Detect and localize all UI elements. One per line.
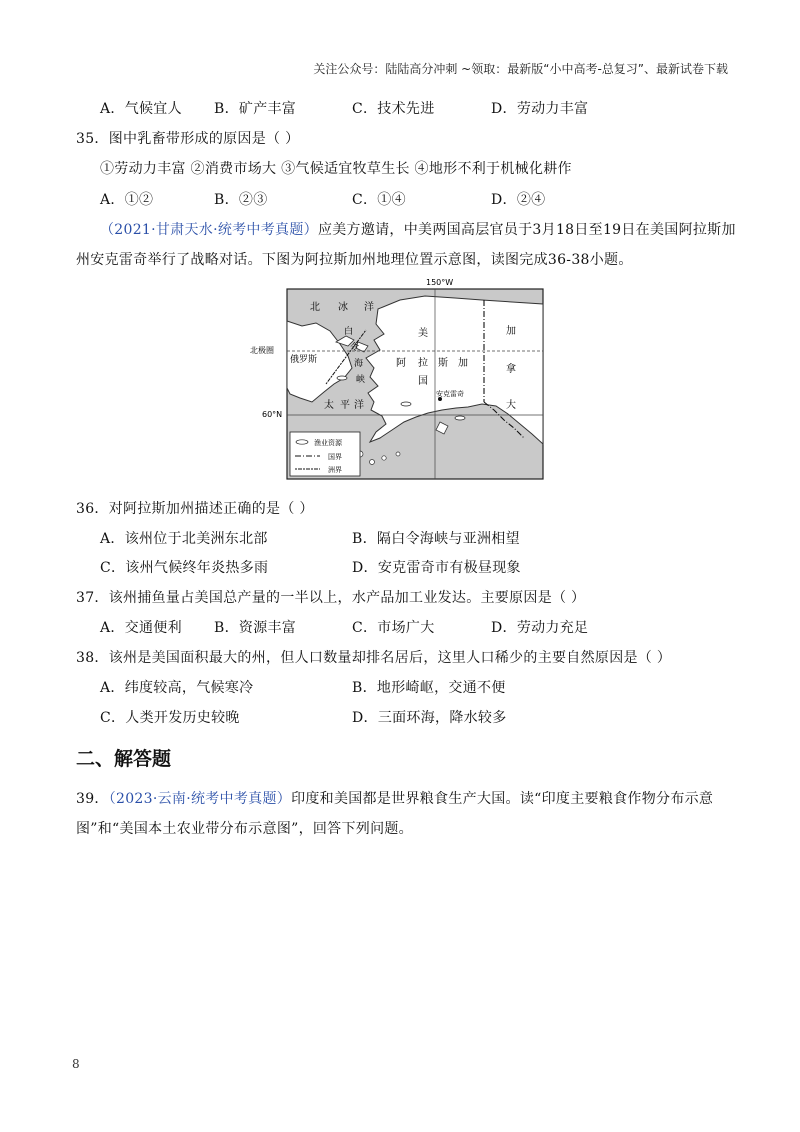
q36-stem: 36．对阿拉斯加州描述正确的是（ ） xyxy=(76,501,314,517)
russia-label: 俄罗斯 xyxy=(290,355,318,365)
q37-stem: 37．该州捕鱼量占美国总产量的一半以上，水产品加工业发达。主要原因是（ ） xyxy=(76,590,586,606)
island xyxy=(370,460,375,465)
fish-icon xyxy=(401,402,411,406)
usa-char: 美 xyxy=(418,328,428,339)
q35-option-b: B．②③ xyxy=(214,192,268,208)
fish-icon xyxy=(296,440,308,444)
page-header: 关注公众号：陆陆高分冲刺 ~领取：最新版“小中高考-总复习”、最新试卷下载 xyxy=(313,62,728,76)
q35-option-c: C．①④ xyxy=(352,192,406,208)
arctic-ocean-char: 冰 xyxy=(338,302,348,313)
legend-continent-border: 洲界 xyxy=(328,466,342,474)
legend-country-border: 国界 xyxy=(328,453,342,461)
q38-option-d: D．三面环海，降水较多 xyxy=(352,710,507,726)
fish-icon xyxy=(455,416,465,420)
q38-option-a: A．纬度较高，气候寒冷 xyxy=(100,680,254,696)
lon-label: 150°W xyxy=(426,278,454,287)
bering-strait-char: 海 xyxy=(354,359,364,369)
canada-char: 拿 xyxy=(506,364,516,375)
pacific-char: 平 xyxy=(340,400,350,411)
lat-label: 60°N xyxy=(262,410,283,419)
q36-option-a: A．该州位于北美洲东北部 xyxy=(100,531,268,547)
arctic-circle-label: 北极圈 xyxy=(250,346,274,355)
legend-fishery: 渔业资源 xyxy=(314,439,342,447)
pacific-char: 洋 xyxy=(354,400,364,411)
fish-icon xyxy=(337,376,347,380)
q36-option-c: C．该州气候终年炎热多雨 xyxy=(100,560,269,576)
q36-option-b: B．隔白令海峡与亚洲相望 xyxy=(352,531,520,547)
q37-option-d: D．劳动力充足 xyxy=(491,620,589,636)
q35-items: ①劳动力丰富 ②消费市场大 ③气候适宜牧草生长 ④地形不利于机械化耕作 xyxy=(100,161,572,177)
alaska-char: 斯 xyxy=(438,358,448,369)
q38-option-b: B．地形崎岖，交通不便 xyxy=(352,680,506,696)
q37-option-a: A．交通便利 xyxy=(100,620,182,636)
q37-option-b: B．资源丰富 xyxy=(214,620,297,636)
anchorage-label: 安克雷奇 xyxy=(436,390,464,398)
q39-number: 39． xyxy=(76,791,109,807)
island xyxy=(396,452,400,456)
bering-strait-char: 峡 xyxy=(356,375,366,385)
page-number: 8 xyxy=(72,1057,80,1071)
alaska-char: 阿 xyxy=(396,358,406,369)
q37-option-c: C．市场广大 xyxy=(352,620,435,636)
alaska-char: 拉 xyxy=(418,358,428,369)
q38-option-c: C．人类开发历史较晚 xyxy=(100,710,240,726)
intro-text-1: 应美方邀请，中美两国高层官员于3月18日至19日在美国阿拉斯加 xyxy=(317,222,736,238)
arctic-ocean-char: 北 xyxy=(310,302,320,313)
q36-option-d: D．安克雷奇市有极昼现象 xyxy=(352,560,521,576)
intro-line-1 xyxy=(100,219,736,239)
alaska-char: 加 xyxy=(458,358,468,369)
usa-char: 国 xyxy=(418,376,428,387)
intro-text-2: 州安克雷奇举行了战略对话。下图为阿拉斯加州地理位置示意图，读图完成36-38小题。 xyxy=(76,252,633,268)
q39-text-2: 图”和“美国本土农业带分布示意图”，回答下列问题。 xyxy=(76,821,413,837)
intro-source: （2021·甘肃天水·统考中考真题） xyxy=(100,222,318,238)
section-title: 二、解答题 xyxy=(76,748,172,770)
bering-strait-char: 令 xyxy=(350,343,360,353)
island xyxy=(382,456,386,460)
canada-char: 加 xyxy=(506,326,516,337)
q34-option-c: C．技术先进 xyxy=(352,101,435,117)
canada-char: 大 xyxy=(506,400,516,411)
bering-strait-char: 白 xyxy=(344,327,354,337)
q39-line-1 xyxy=(76,788,713,808)
q35-stem: 35．图中乳畜带形成的原因是（ ） xyxy=(76,131,300,147)
q39-source: （2023·云南·统考中考真题） xyxy=(108,791,292,807)
q35-option-d: D．②④ xyxy=(491,192,546,208)
q34-option-b: B．矿产丰富 xyxy=(214,101,297,117)
q34-option-a: A．气候宜人 xyxy=(100,101,182,117)
q38-stem: 38．该州是美国面积最大的州，但人口数量却排名居后，这里人口稀少的主要自然原因是（ ） xyxy=(76,650,672,666)
arctic-ocean-char: 洋 xyxy=(364,302,374,313)
pacific-char: 太 xyxy=(324,400,334,411)
q34-option-d: D．劳动力丰富 xyxy=(491,101,589,117)
q39-text-1: 印度和美国都是世界粮食生产大国。读“印度主要粮食作物分布示意 xyxy=(291,791,714,807)
q35-option-a: A．①② xyxy=(100,192,154,208)
alaska-map xyxy=(250,276,550,481)
